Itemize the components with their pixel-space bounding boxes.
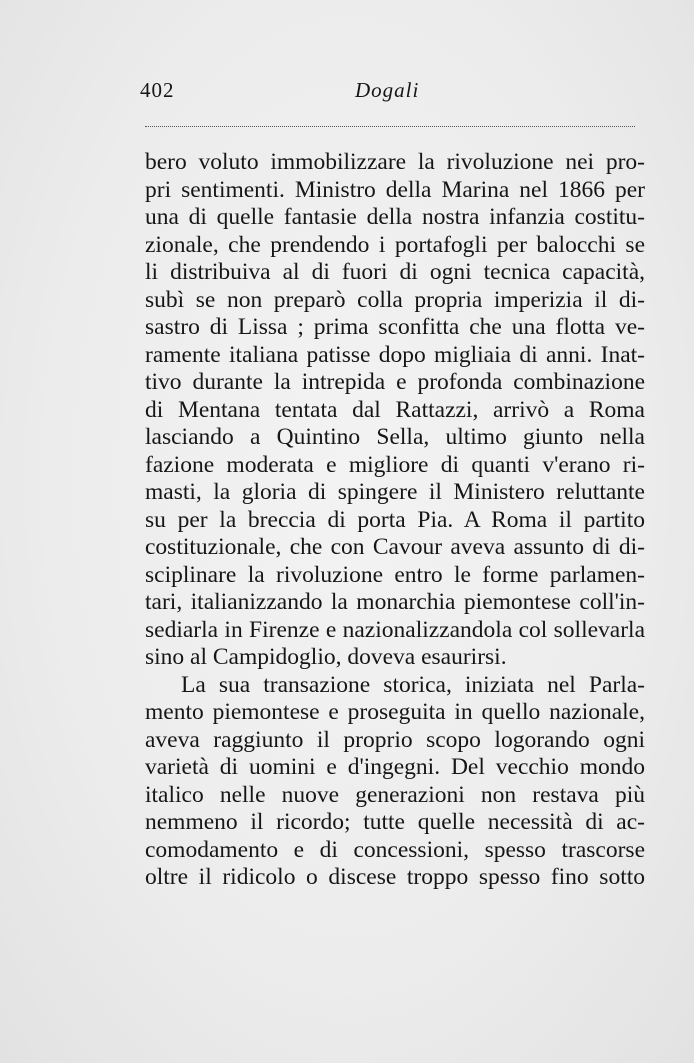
text-line: italico nelle nuove generazioni non restava più: [145, 781, 645, 808]
text-line: tivo durante la intrepida e profonda combinazione: [145, 369, 645, 395]
running-title: Dogali: [355, 78, 420, 102]
text-line: ramente italiana patisse dopo migliaia di anni. Inat-: [145, 341, 645, 368]
text-line: oltre il ridicolo o discese troppo spesso fino sotto: [145, 864, 645, 890]
text-line: La sua transazione storica, iniziata nel Parla-: [181, 671, 645, 698]
text-line: costituzionale, che con Cavour aveva assunto di di-: [145, 534, 645, 560]
text-line: bero voluto immobilizzare la rivoluzione nei pro-: [145, 149, 645, 175]
text-line: di Mentana tentata dal Rattazzi, arrivò a Roma: [145, 396, 645, 423]
text-line: varietà di uomini e d'ingegni. Del vecchio mondo: [145, 754, 645, 780]
text-line: masti, la gloria di spingere il Ministero reluttante: [145, 479, 645, 505]
text-line: una di quelle fantasie della nostra infanzia costitu-: [145, 204, 645, 230]
text-line: su per la breccia di porta Pia. A Roma il partito: [145, 506, 645, 533]
paragraph: [145, 672, 645, 892]
text-line: lasciando a Quintino Sella, ultimo giunto nella: [145, 424, 645, 450]
text-line: aveva raggiunto il proprio scopo logorando ogni: [145, 726, 645, 753]
text-line: sediarla in Firenze e nazionalizzandola col sollevarla: [145, 616, 645, 643]
text-line: fazione moderata e migliore di quanti v'erano ri-: [145, 451, 645, 478]
text-line: comodamento e di concessioni, spesso trascorse: [145, 836, 645, 863]
text-line: mento piemontese e proseguita in quello nazionale,: [145, 699, 645, 725]
text-line: sastro di Lissa ; prima sconfitta che una flotta ve-: [145, 314, 645, 340]
text-line: zionale, che prendendo i portafogli per balocchi se: [145, 231, 645, 258]
text-line: li distribuiva al di fuori di ogni tecnica capacità,: [145, 259, 645, 285]
header-rule: [145, 126, 635, 127]
text-line: sciplinare la rivoluzione entro le forme parlamen-: [145, 561, 645, 588]
page-header: [140, 78, 640, 108]
text-line: pri sentimenti. Ministro della Marina nel 1866 per: [145, 176, 645, 203]
body-text: [145, 149, 645, 892]
text-line: tari, italianizzando la monarchia piemontese coll'in-: [145, 589, 645, 615]
text-line: nemmeno il ricordo; tutte quelle necessità di ac-: [145, 809, 645, 835]
text-line: subì se non preparò colla propria imperizia il di-: [145, 286, 645, 313]
paragraph: [145, 149, 645, 672]
text-line: sino al Campidoglio, doveva esaurirsi.: [145, 644, 507, 670]
page-number: 402: [140, 78, 175, 102]
